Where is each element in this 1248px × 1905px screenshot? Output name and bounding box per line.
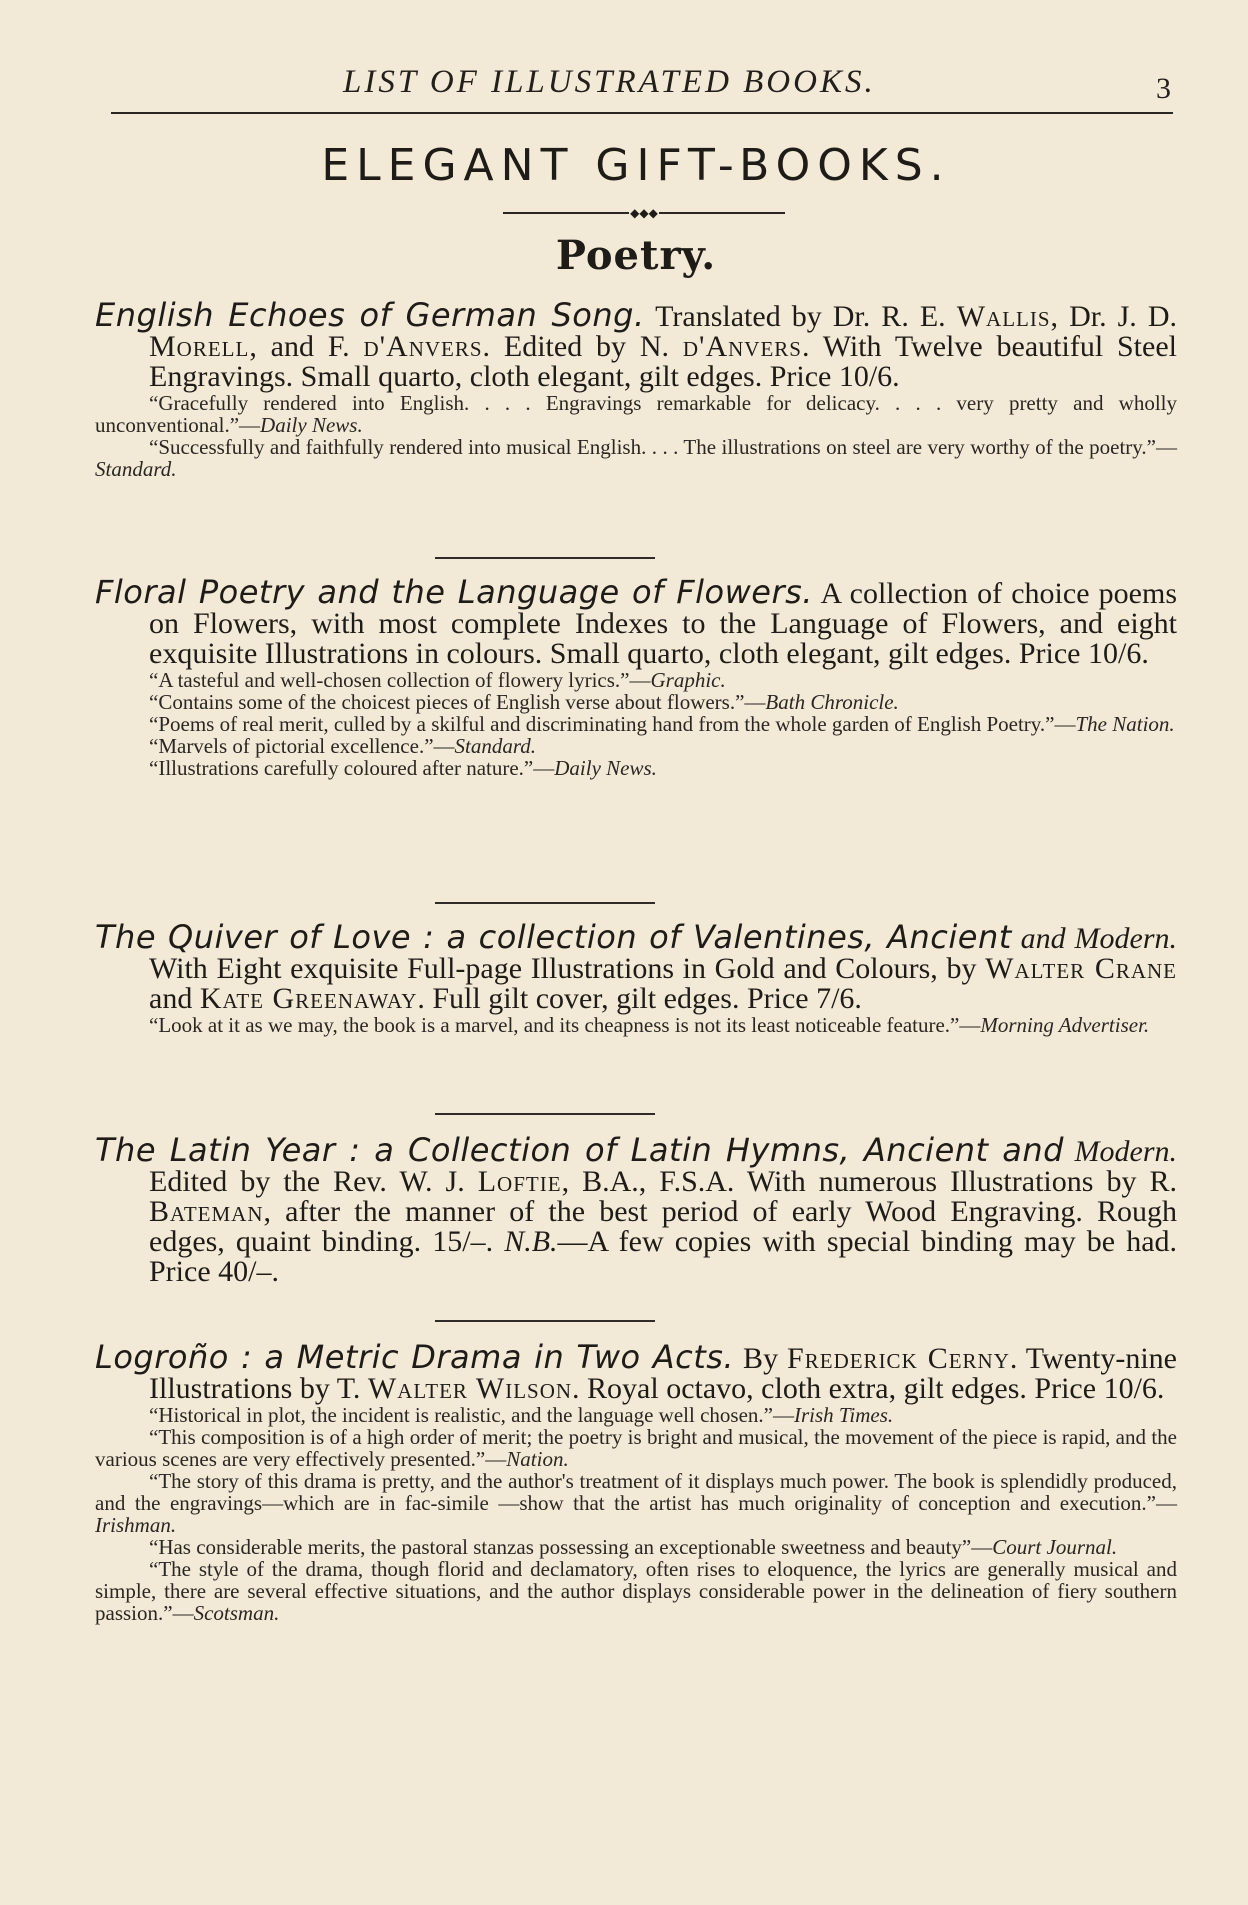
entry-divider	[435, 1320, 655, 1322]
entry-description: Floral Poetry and the Language of Flowers. A collection of choice poems on Flowers, with most complete Indexes to the Language of Flowers, and eight exquisite Illustrations in colours. Small quarto, cloth elegant, gilt edges. Price 10/6.	[95, 573, 1177, 670]
entry-english-echoes	[95, 296, 1178, 481]
author-name: Morell	[149, 330, 250, 363]
review-source: Court Journal.	[992, 1535, 1118, 1559]
entry-title-continued: Modern.	[1074, 1135, 1178, 1168]
review-quote: “Poems of real merit, culled by a skilful and discriminating hand from the whole garden of English Poetry.”—The Nation.	[149, 712, 1175, 736]
review-source: Irishman.	[95, 1513, 177, 1537]
entry-quiver-of-love	[95, 918, 1178, 1037]
page-number: 3	[1156, 72, 1171, 105]
entry-title: English Echoes of German Song.	[95, 296, 645, 334]
author-name: d'Anvers	[682, 330, 802, 363]
entry-floral-poetry	[95, 573, 1177, 780]
illustrator-name: Walter Crane	[985, 952, 1178, 985]
review-source: The Nation.	[1075, 712, 1175, 736]
review-quote: “Historical in plot, the incident is realistic, and the language well chosen.”—Irish Times.	[149, 1403, 894, 1427]
review-source: Daily News.	[554, 756, 657, 780]
running-head	[95, 62, 1177, 106]
diamond-ornament-icon: ◆◆◆	[630, 206, 658, 220]
illustrator-name: Bateman	[149, 1195, 264, 1228]
review-quote: “The story of this drama is pretty, and the author's treatment of it displays much power. The book is splendidly produced, and the engravings—which are in fac-simile —show that the artist has much originality of conception and execution.”—Irishman.	[95, 1469, 1177, 1537]
entry-description: Logroño : a Metric Drama in Two Acts. By Frederick Cerny. Twenty-nine Illustrations by T. Walter Wilson. Royal octavo, cloth extra, gilt edges. Price 10/6.	[95, 1338, 1177, 1405]
review-source: Daily News.	[260, 413, 363, 437]
entry-latin-year	[95, 1131, 1178, 1288]
header-rule	[111, 112, 1173, 114]
entry-title: Floral Poetry and the Language of Flowers.	[95, 573, 813, 611]
review-quote: “Contains some of the choicest pieces of English verse about flowers.”—Bath Chronicle.	[149, 690, 899, 714]
review-source: Scotsman.	[193, 1601, 280, 1625]
review-source: Standard.	[454, 734, 536, 758]
author-name: d'Anvers	[363, 330, 483, 363]
entry-title: The Latin Year : a Collection of Latin Hymns, Ancient and	[95, 1131, 1064, 1169]
review-source: Nation.	[506, 1447, 569, 1471]
review-quote: “Illustrations carefully coloured after nature.”—Daily News.	[149, 756, 657, 780]
review-source: Morning Advertiser.	[980, 1013, 1150, 1037]
review-quote: “A tasteful and well-chosen collection of flowery lyrics.”—Graphic.	[149, 668, 726, 692]
review-quote: “The style of the drama, though florid and declamatory, often rises to eloquence, the lyrics are generally musical and simple, there are several effective situations, and the author displays considerable power in the delineation of fiery southern passion.”—Scotsman.	[95, 1557, 1177, 1625]
entry-description: English Echoes of German Song. Translated by Dr. R. E. Wallis, Dr. J. D. Morell, and F. d'Anvers. Edited by N. d'Anvers. With Twelve beautiful Steel Engravings. Small quarto, cloth elegant, gilt edges. Price 10/6.	[95, 296, 1178, 393]
illustrator-name: Walter Wilson	[367, 1372, 573, 1405]
running-title: LIST OF ILLUSTRATED BOOKS.	[343, 64, 876, 100]
entry-description: The Quiver of Love : a collection of Valentines, Ancient and Modern. With Eight exquisite Full-page Illustrations in Gold and Colours, by Walter Crane and Kate Greenaway. Full gilt cover, gilt edges. Price 7/6.	[95, 918, 1178, 1015]
review-quote: “Gracefully rendered into English. . . . Engravings remarkable for delicacy. . . . very pretty and wholly unconventional.”—Daily News.	[95, 391, 1177, 437]
author-name: Loftie	[477, 1165, 562, 1198]
entry-divider	[435, 557, 655, 559]
entry-title-continued: and Modern.	[1020, 922, 1178, 955]
review-quote: “Look at it as we may, the book is a marvel, and its cheapness is not its least noticeable feature.”—Morning Advertiser.	[149, 1013, 1150, 1037]
review-source: Standard.	[95, 457, 177, 481]
review-quote: “Marvels of pictorial excellence.”—Standard.	[149, 734, 536, 758]
note-text: —A few copies with special binding may be had. Price 40/–.	[149, 1225, 1178, 1288]
review-source: Irish Times.	[793, 1403, 894, 1427]
review-source: Graphic.	[650, 668, 726, 692]
entry-divider	[435, 902, 655, 904]
book-catalogue-page	[95, 0, 1177, 1905]
entry-logrono	[95, 1338, 1177, 1625]
ornament-rule	[503, 206, 785, 220]
section-title: ELEGANT GIFT-BOOKS.	[321, 140, 951, 191]
review-quote: “Successfully and faithfully rendered into musical English. . . . The illustrations on steel are very worthy of the poetry.”—Standard.	[95, 435, 1177, 481]
note-label: N.B.	[504, 1225, 558, 1258]
author-name: Wallis	[956, 300, 1051, 333]
review-source: Bath Chronicle.	[765, 690, 899, 714]
review-quote: “Has considerable merits, the pastoral stanzas possessing an exceptionable sweetness and beauty”—Court Journal.	[149, 1535, 1118, 1559]
section-subtitle: Poetry.	[555, 232, 717, 279]
entry-description: The Latin Year : a Collection of Latin Hymns, Ancient and Modern. Edited by the Rev. W. J. Loftie, B.A., F.S.A. With numerous Illustrations by R. Bateman, after the manner of the best period of early Wood Engraving. Rough edges, quaint binding. 15/–. N.B.—A few copies with special binding may be had. Price 40/–.	[95, 1131, 1178, 1288]
author-name: Frederick Cerny	[787, 1342, 1010, 1375]
review-quote: “This composition is of a high order of merit; the poetry is bright and musical, the movement of the piece is rapid, and the various scenes are very effectively presented.”—Nation.	[95, 1425, 1177, 1471]
entry-divider	[435, 1113, 655, 1115]
illustrator-name: Kate Greenaway	[199, 982, 418, 1015]
entry-title: Logroño : a Metric Drama in Two Acts.	[95, 1338, 735, 1376]
entry-title: The Quiver of Love : a collection of Valentines, Ancient	[95, 918, 1012, 956]
